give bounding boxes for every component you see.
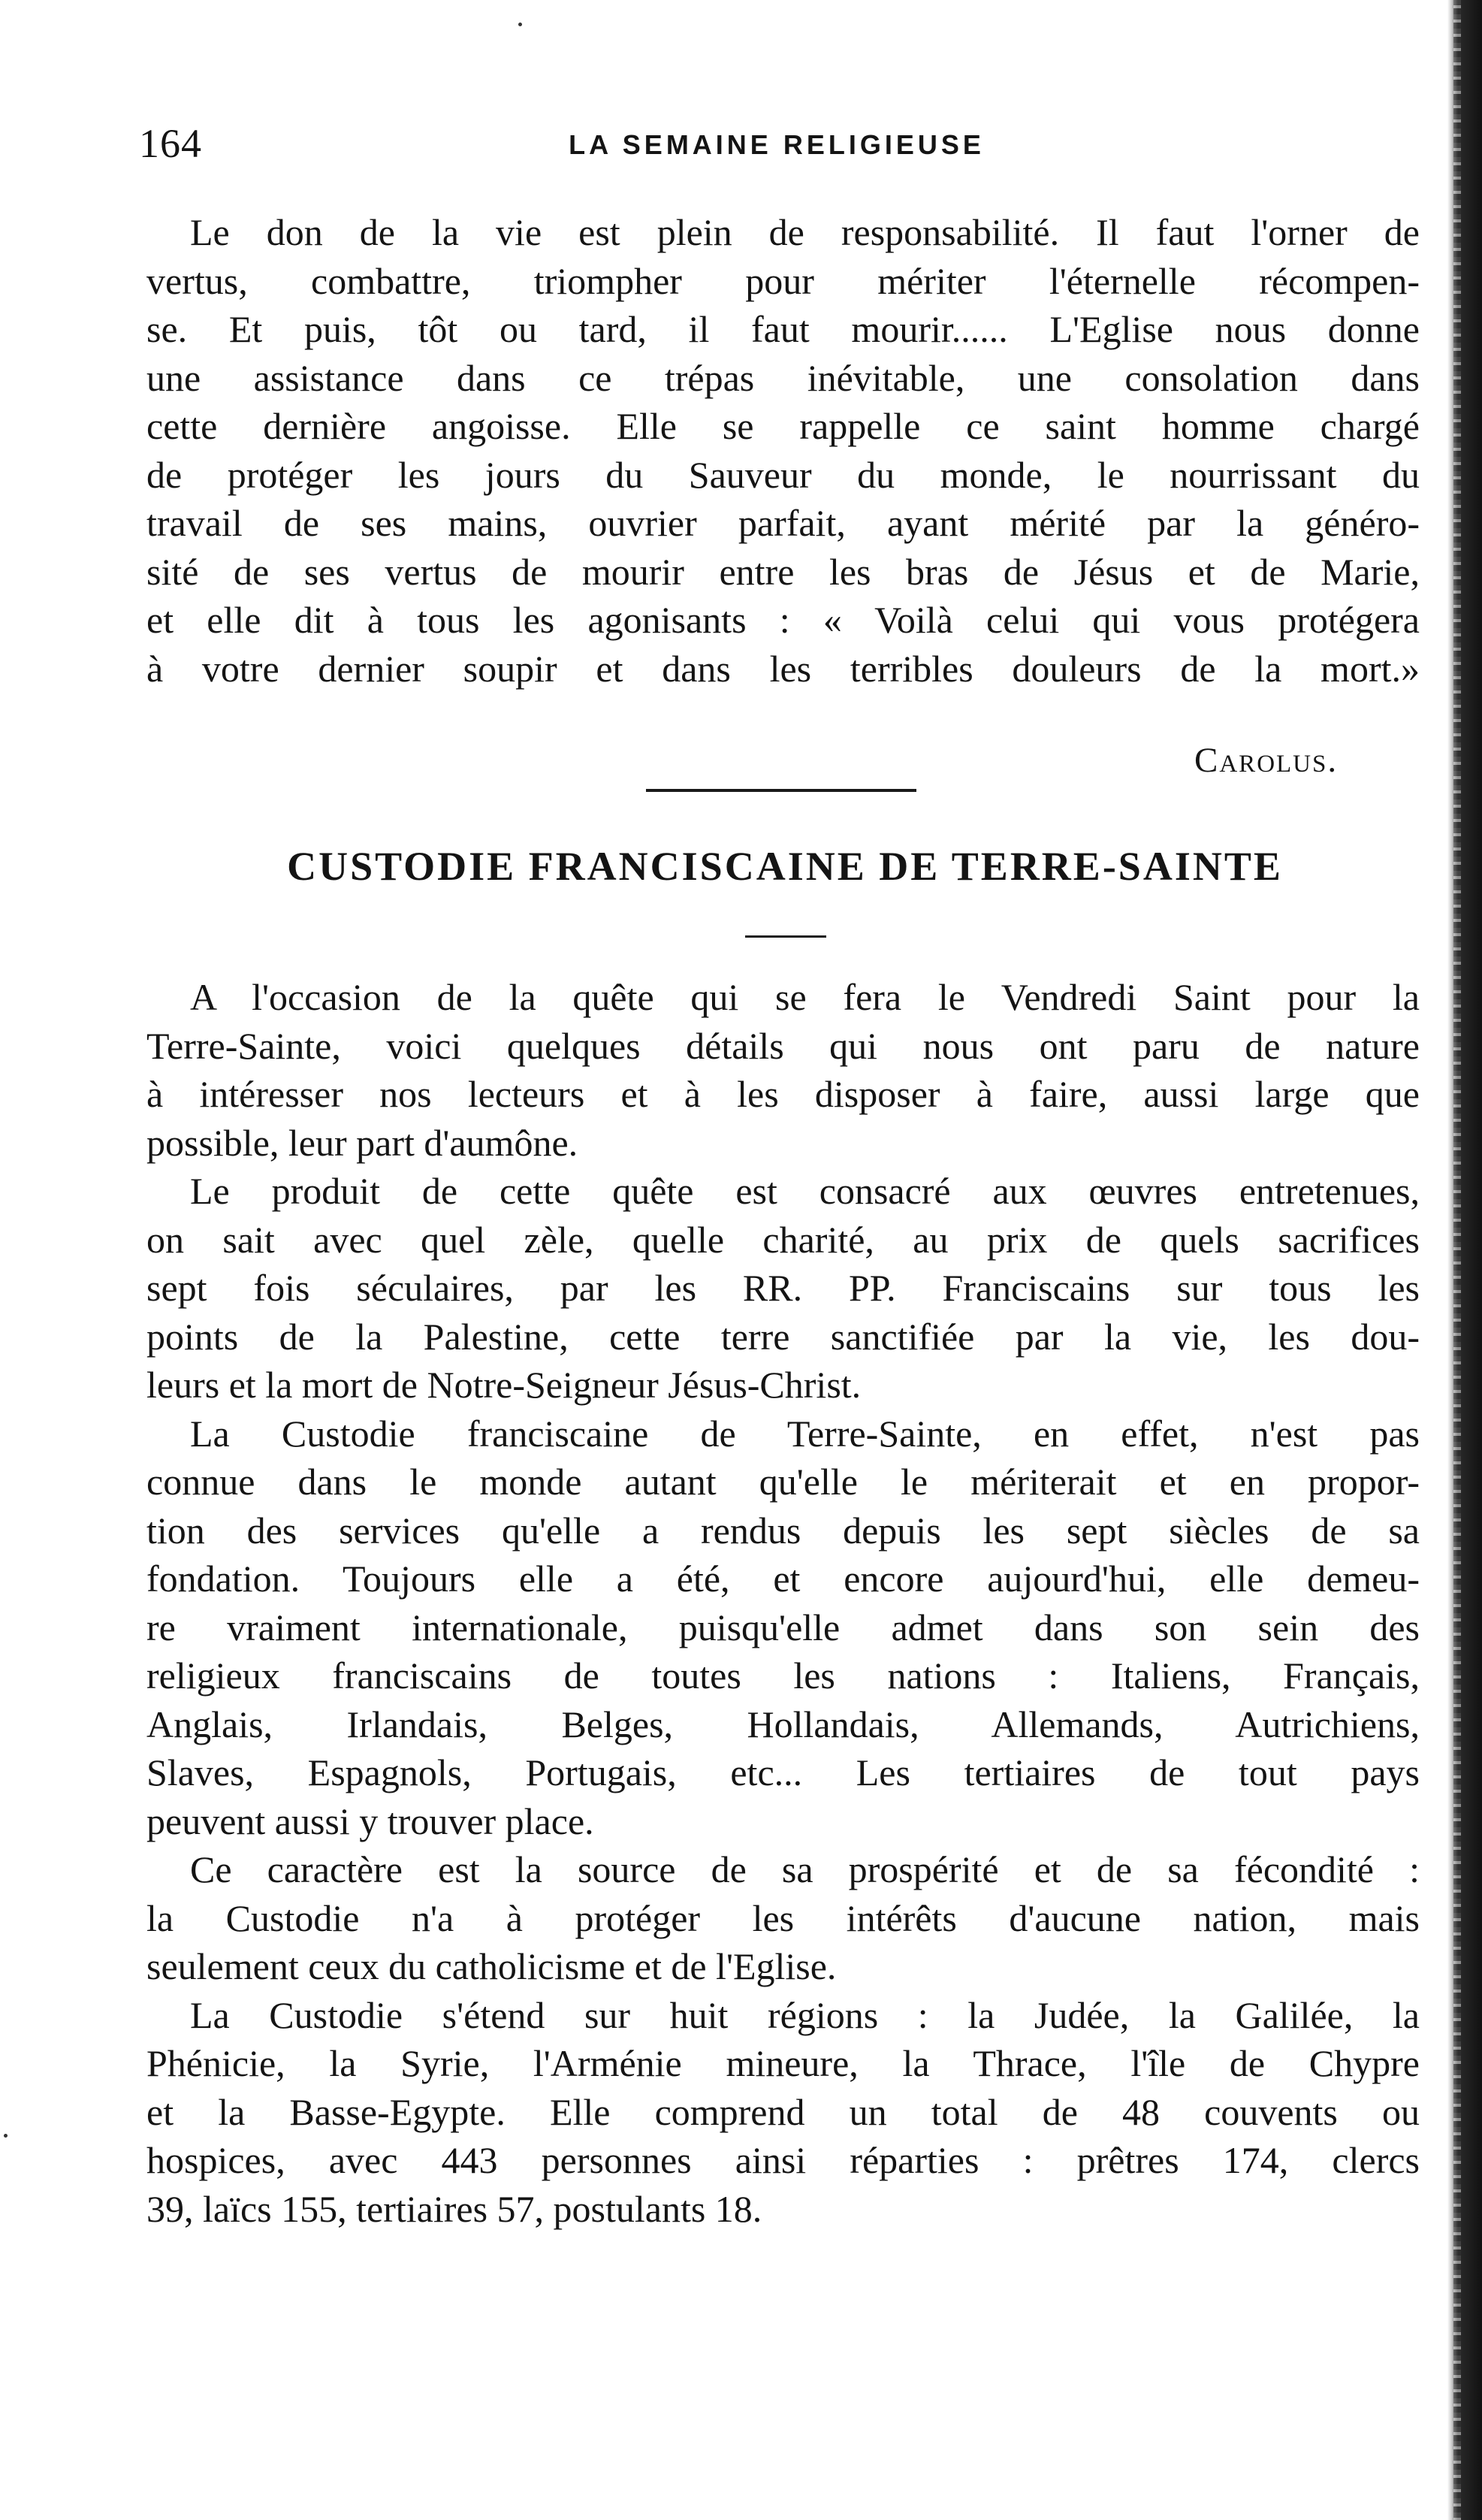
text-line: A l'occasion de la quête qui se fera le Vendredi Saint pour la: [190, 976, 1420, 1018]
section-body: [146, 973, 1420, 2233]
text-line: Terre-Sainte, voici quelques détails qui nous ont paru de nature: [146, 1024, 1420, 1067]
text-line: sept fois séculaires, par les RR. PP. Franciscains sur tous les: [146, 1267, 1420, 1309]
text-line: à votre dernier soupir et dans les terribles douleurs de la mort.»: [146, 647, 1420, 690]
section-divider: [646, 789, 916, 792]
signature: Carolus.: [1194, 741, 1339, 780]
text-line: cette dernière angoisse. Elle se rappelle ce saint homme chargé: [146, 405, 1420, 447]
intro-paragraph: [146, 208, 1420, 693]
text-line: religieux franciscains de toutes les nations : Italiens, Français,: [146, 1654, 1420, 1697]
text-line: à intéresser nos lecteurs et à les disposer à faire, aussi large que: [146, 1073, 1420, 1115]
text-line: Anglais, Irlandais, Belges, Hollandais, Allemands, Autrichiens,: [146, 1703, 1420, 1745]
running-head: LA SEMAINE RELIGIEUSE: [569, 129, 985, 160]
text-line: seulement ceux du catholicisme et de l'Eglise.: [146, 1945, 837, 1987]
text-line: La Custodie franciscaine de Terre-Sainte, en effet, n'est pas: [190, 1412, 1420, 1455]
text-line: peuvent aussi y trouver place.: [146, 1799, 594, 1842]
text-line: Ce caractère est la source de sa prospérité et de sa fécondité :: [190, 1848, 1420, 1890]
page-header: [139, 120, 1414, 173]
text-line: sité de ses vertus de mourir entre les bras de Jésus et de Marie,: [146, 550, 1420, 593]
text-line: hospices, avec 443 personnes ainsi réparties : prêtres 174, clercs: [146, 2139, 1420, 2181]
text-line: une assistance dans ce trépas inévitable, une consolation dans: [146, 356, 1420, 399]
text-line: on sait avec quel zèle, quelle charité, au prix de quels sacrifices: [146, 1218, 1420, 1261]
text-line: fondation. Toujours elle a été, et encore aujourd'hui, elle demeu-: [146, 1558, 1420, 1600]
page-number: 164: [139, 121, 202, 166]
text-line: leurs et la mort de Notre-Seigneur Jésus-Christ.: [146, 1364, 862, 1406]
text-line: vertus, combattre, triompher pour mériter l'éternelle récompen-: [146, 259, 1420, 302]
text-line: de protéger les jours du Sauveur du monde, le nourrissant du: [146, 453, 1420, 496]
text-line: points de la Palestine, cette terre sanctifiée par la vie, les dou-: [146, 1315, 1420, 1358]
text-line: La Custodie s'étend sur huit régions : la Judée, la Galilée, la: [190, 1993, 1420, 2036]
text-line: et elle dit à tous les agonisants : « Voilà celui qui vous protégera: [146, 599, 1420, 641]
page-binding-edge: [1447, 0, 1482, 2520]
print-speck: [518, 23, 522, 26]
text-line: Phénicie, la Syrie, l'Arménie mineure, la Thrace, l'île de Chypre: [146, 2042, 1420, 2084]
text-line: Slaves, Espagnols, Portugais, etc... Les tertiaires de tout pays: [146, 1751, 1420, 1793]
text-line: tion des services qu'elle a rendus depuis les sept siècles de sa: [146, 1509, 1420, 1552]
text-line: travail de ses mains, ouvrier parfait, ayant mérité par la généro-: [146, 502, 1420, 544]
text-line: et la Basse-Egypte. Elle comprend un total de 48 couvents ou: [146, 2090, 1420, 2133]
text-line: la Custodie n'a à protéger les intérêts d'aucune nation, mais: [146, 1896, 1420, 1939]
print-speck: [4, 2134, 8, 2138]
text-line: Le don de la vie est plein de responsabilité. Il faut l'orner de: [190, 211, 1420, 253]
text-line: se. Et puis, tôt ou tard, il faut mourir...... L'Eglise nous donne: [146, 308, 1420, 350]
text-line: connue dans le monde autant qu'elle le mériterait et en propor-: [146, 1461, 1420, 1503]
title-underline: [745, 935, 826, 938]
text-line: re vraiment internationale, puisqu'elle admet dans son sein des: [146, 1606, 1420, 1648]
text-line: possible, leur part d'aumône.: [146, 1121, 578, 1164]
section-title: CUSTODIE FRANCISCAINE DE TERRE-SAINTE: [287, 844, 1283, 889]
text-line: Le produit de cette quête est consacré aux œuvres entretenues,: [190, 1170, 1420, 1212]
text-line: 39, laïcs 155, tertiaires 57, postulants 18.: [146, 2187, 762, 2230]
